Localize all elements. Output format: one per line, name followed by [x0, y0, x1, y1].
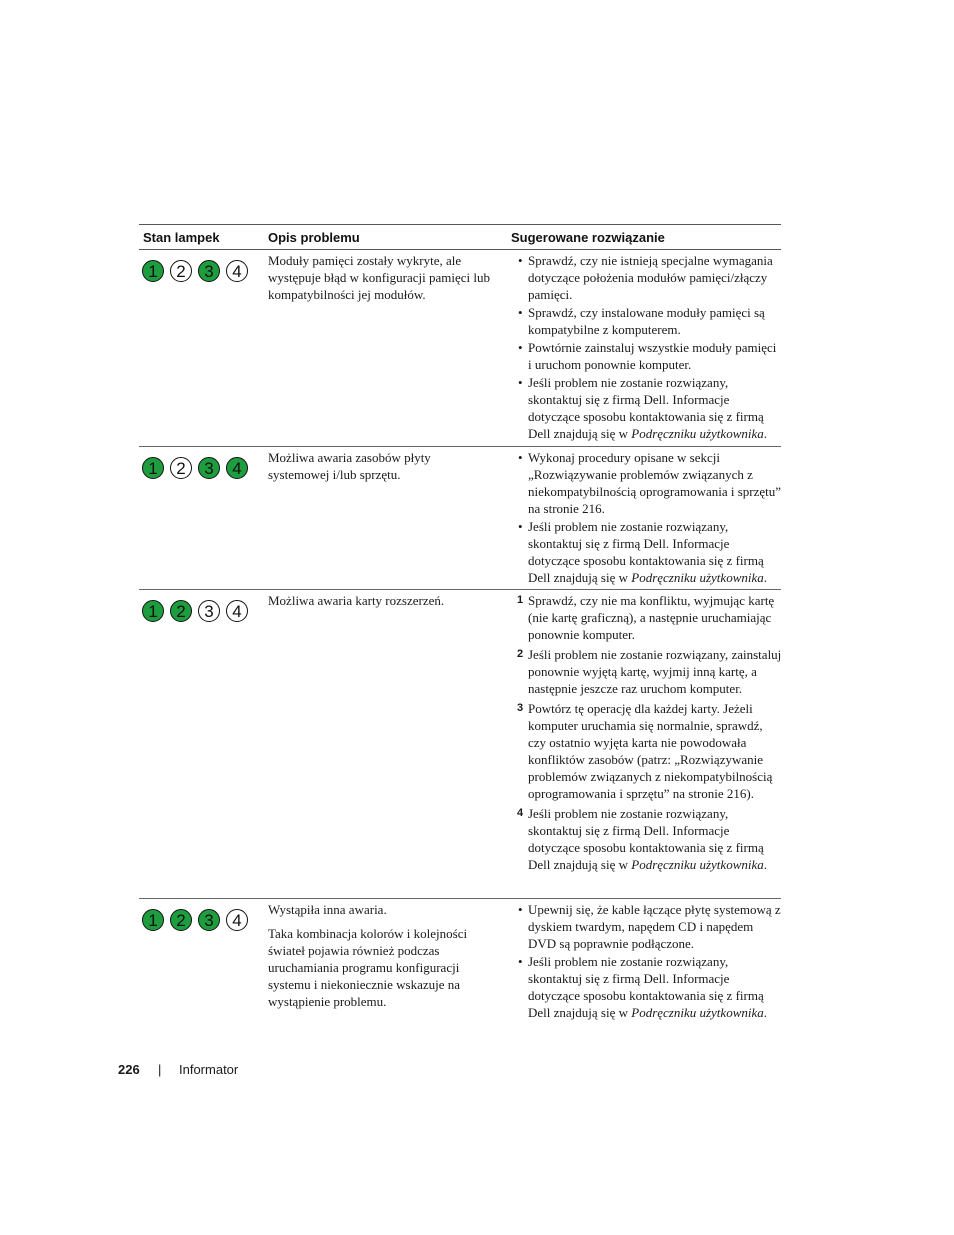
diagnostic-lights: [142, 457, 254, 479]
problem-description: [268, 449, 493, 490]
table-header: [139, 224, 781, 250]
solution-item: [518, 592, 783, 643]
solution-item: [518, 339, 783, 373]
header-light-status: Stan lampek: [143, 229, 220, 245]
diagnostic-lights: [142, 260, 254, 282]
solution-item: [518, 953, 783, 1021]
step-number: 4: [517, 807, 524, 819]
header-suggested-solution: Sugerowane rozwiązanie: [511, 229, 665, 245]
solution-text: Powtórz tę operację dla każdej karty. Jeżeli komputer uruchamia się normalnie, sprawdź, czy ostatnio wyjęta karta nie powodowała konfliktów zasobów (patrz: „Rozwiązywanie problemów związanych z niekompatybilnością oprogramowania i sprzętu” na stronie 216).: [528, 701, 773, 801]
solution-item: [518, 252, 783, 303]
header-problem-description: Opis problemu: [268, 229, 360, 245]
solution-text: Sprawdź, czy instalowane moduły pamięci są kompatybilne z komputerem.: [528, 305, 765, 337]
table-row: [139, 250, 781, 447]
bullet: •: [518, 375, 523, 390]
solution-text: Sprawdź, czy nie ma konfliktu, wyjmując kartę (nie kartę graficzną), a następnie uruchamiając ponownie komputer.: [528, 593, 775, 642]
diagnostic-light-2: 2: [170, 909, 192, 931]
diagnostic-light-1: 1: [142, 260, 164, 282]
footer-separator: |: [158, 1062, 162, 1077]
suggested-solution: [518, 901, 783, 1022]
diagnostic-light-3: 3: [198, 457, 220, 479]
solution-text: Upewnij się, że kable łączące płytę systemową z dyskiem twardym, napędem CD i napędem DVD są poprawnie podłączone.: [528, 902, 781, 951]
bullet: •: [518, 902, 523, 917]
solution-text: Jeśli problem nie zostanie rozwiązany, skontaktuj się z firmą Dell. Informacje dotyczące sposobu kontaktowania się z firmą Dell znajdują się w: [528, 375, 764, 441]
manual-reference: Podręczniku użytkownika: [631, 426, 764, 441]
suggested-solution: [518, 592, 783, 876]
diagnostic-lights: [142, 909, 254, 931]
bullet: •: [518, 340, 523, 355]
solution-text: Jeśli problem nie zostanie rozwiązany, skontaktuj się z firmą Dell. Informacje dotyczące sposobu kontaktowania się z firmą Dell znajdują się w: [528, 954, 764, 1020]
description-paragraph: Wystąpiła inna awaria.: [268, 902, 387, 917]
table-row: [139, 899, 781, 1039]
bullet: •: [518, 305, 523, 320]
solution-text: Jeśli problem nie zostanie rozwiązany, skontaktuj się z firmą Dell. Informacje dotyczące sposobu kontaktowania się z firmą Dell znajdują się w: [528, 806, 764, 872]
solution-item: [518, 374, 783, 442]
diagnostic-light-4: 4: [226, 457, 248, 479]
solution-text-end: .: [763, 857, 767, 872]
solution-text: Powtórnie zainstaluj wszystkie moduły pamięci i uruchom ponownie komputer.: [528, 340, 777, 372]
manual-reference: Podręczniku użytkownika: [631, 570, 764, 585]
description-paragraph: Możliwa awaria karty rozszerzeń.: [268, 593, 445, 608]
diagnostic-light-4: 4: [226, 600, 248, 622]
solution-text: Jeśli problem nie zostanie rozwiązany, skontaktuj się z firmą Dell. Informacje dotyczące sposobu kontaktowania się z firmą Dell znajdują się w: [528, 519, 764, 585]
problem-description: [268, 252, 493, 310]
diagnostic-light-4: 4: [226, 909, 248, 931]
diagnostic-light-3: 3: [198, 600, 220, 622]
solution-item: [518, 304, 783, 338]
manual-reference: Podręczniku użytkownika: [631, 857, 764, 872]
solution-item: [518, 901, 783, 952]
page-number: 226: [118, 1062, 140, 1077]
diagnostic-light-1: 1: [142, 600, 164, 622]
table-body: [139, 250, 781, 1039]
solution-text-end: .: [763, 1005, 767, 1020]
solution-text-end: .: [763, 570, 767, 585]
diagnostic-light-3: 3: [198, 909, 220, 931]
diagnostic-light-1: 1: [142, 457, 164, 479]
diagnostic-lights: [142, 600, 254, 622]
page-footer: [118, 1062, 239, 1077]
description-paragraph: Taka kombinacja kolorów i kolejności świateł pojawia również podczas uruchamiania programu konfiguracji systemu i niekoniecznie wskazuje na wystąpienie problemu.: [268, 926, 468, 1009]
diagnostic-light-2: 2: [170, 457, 192, 479]
step-number: 3: [517, 702, 524, 714]
bullet: •: [518, 450, 523, 465]
diagnostic-light-4: 4: [226, 260, 248, 282]
bullet: •: [518, 253, 523, 268]
solution-text-end: .: [763, 426, 767, 441]
step-number: 2: [517, 648, 524, 660]
suggested-solution: [518, 449, 783, 587]
footer-title: Informator: [179, 1062, 239, 1077]
solution-item: [518, 449, 783, 517]
solution-text: Sprawdź, czy nie istnieją specjalne wymagania dotyczące położenia modułów pamięci/złączy pamięci.: [528, 253, 773, 302]
bullet: •: [518, 519, 523, 534]
diagnostic-light-3: 3: [198, 260, 220, 282]
description-paragraph: Moduły pamięci zostały wykryte, ale występuje błąd w konfiguracji pamięci lub kompatybilności jej modułów.: [268, 253, 491, 302]
diagnostic-light-2: 2: [170, 260, 192, 282]
table-row: [139, 590, 781, 899]
diagnostic-lights-table: [139, 224, 781, 1039]
diagnostic-light-1: 1: [142, 909, 164, 931]
suggested-solution: [518, 252, 783, 443]
solution-item: [518, 518, 783, 586]
manual-reference: Podręczniku użytkownika: [631, 1005, 764, 1020]
description-paragraph: Możliwa awaria zasobów płyty systemowej i/lub sprzętu.: [268, 450, 431, 482]
solution-item: [518, 805, 783, 873]
table-row: [139, 447, 781, 590]
problem-description: [268, 901, 493, 1017]
solution-text: Jeśli problem nie zostanie rozwiązany, zainstaluj ponownie wyjętą kartę, wyjmij inną kartę, a następnie jeszcze raz uruchom komputer.: [528, 647, 782, 696]
solution-item: [518, 700, 783, 802]
diagnostic-light-2: 2: [170, 600, 192, 622]
bullet: •: [518, 954, 523, 969]
step-number: 1: [517, 594, 524, 606]
solution-text: Wykonaj procedury opisane w sekcji „Rozwiązywanie problemów związanych z niekompatybilnością oprogramowania i sprzętu” na stronie 216.: [528, 450, 782, 516]
problem-description: [268, 592, 493, 616]
solution-item: [518, 646, 783, 697]
